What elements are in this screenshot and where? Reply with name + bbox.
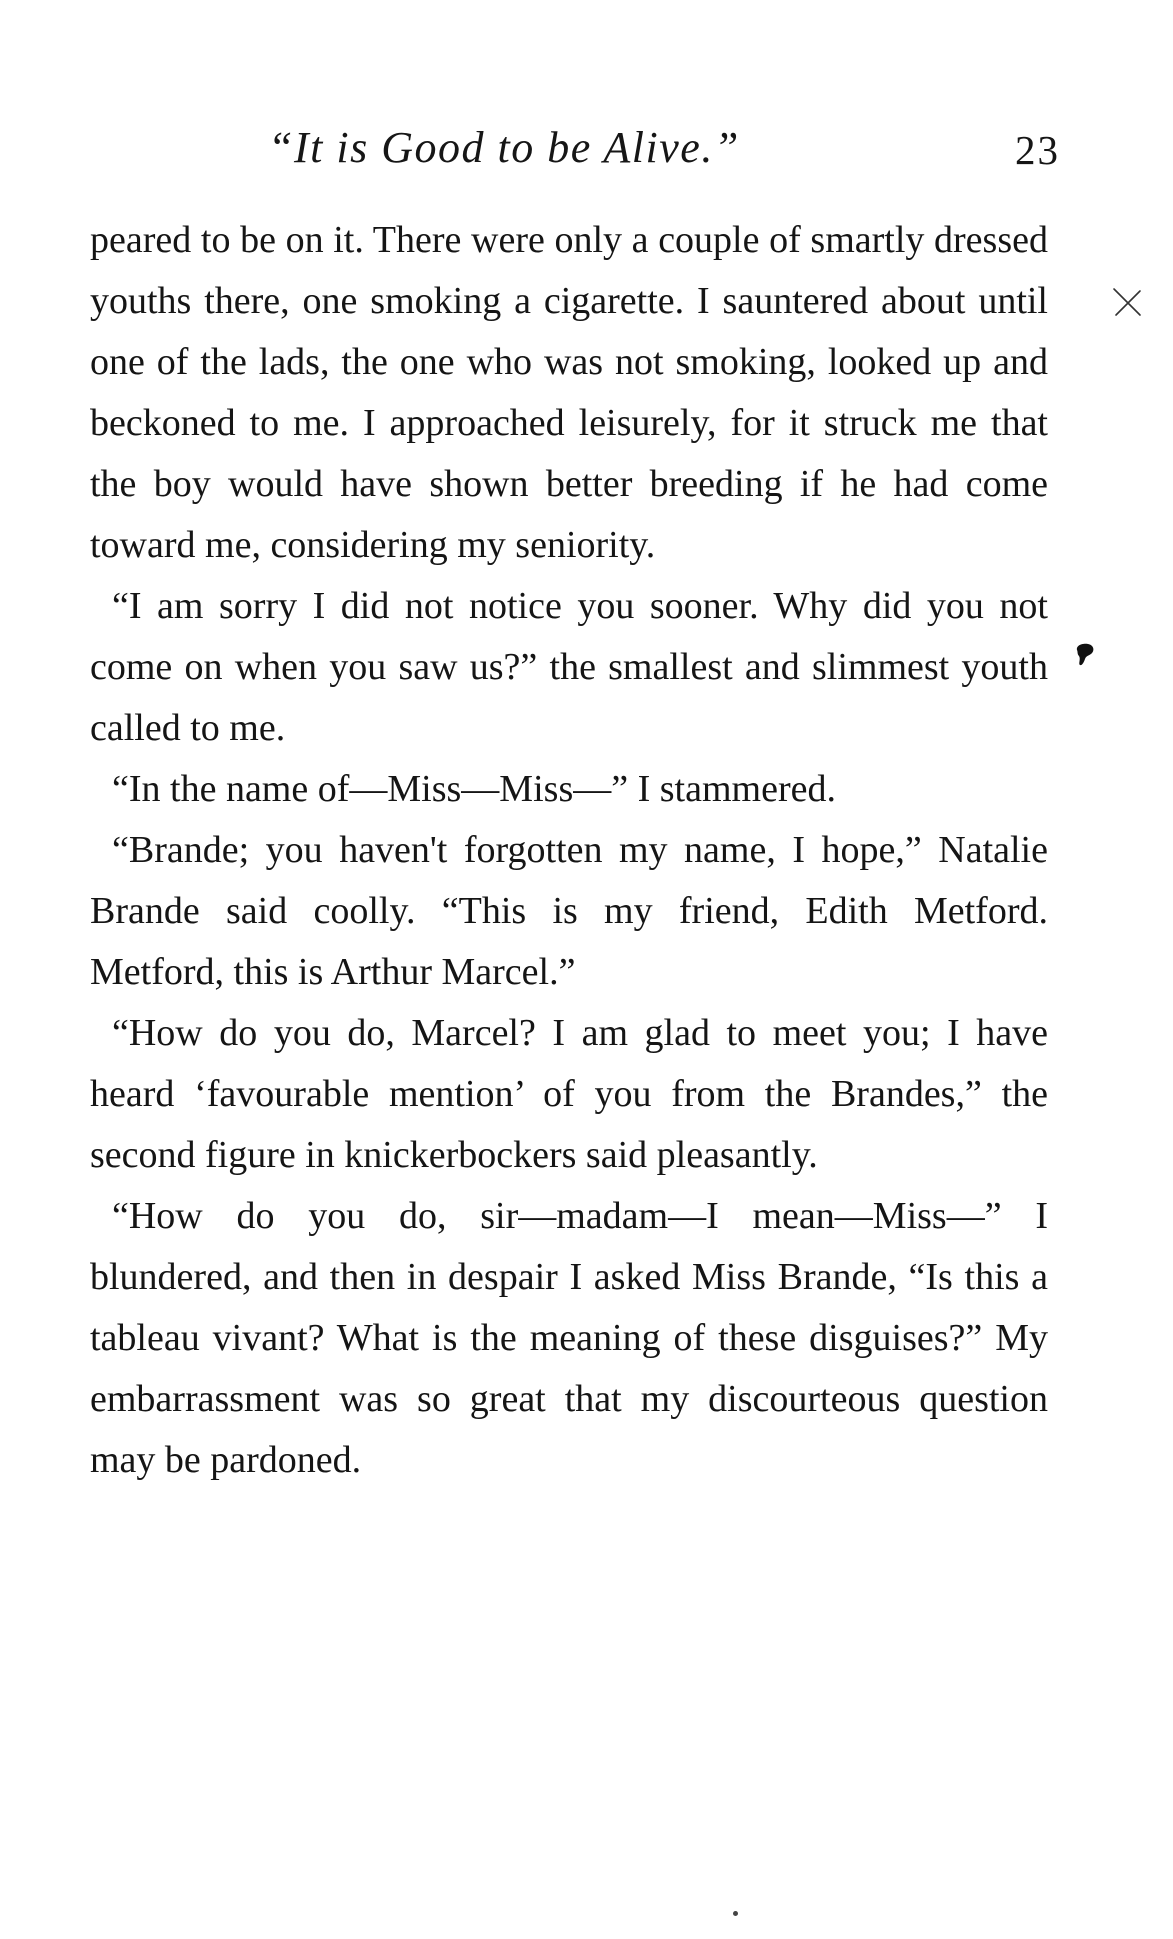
paragraph-4: “Brande; you haven't forgotten my name, I hope,” Natalie Brande said coolly. “This is my friend, Edith Metford. Metford, this is Arthur Marcel.”	[90, 829, 1048, 993]
page-number: 23	[1015, 127, 1060, 173]
pencil-x-icon	[1110, 285, 1144, 319]
page-header	[90, 122, 1060, 182]
ink-blot-icon	[1074, 642, 1096, 668]
paragraph-3: “In the name of—Miss—Miss—” I stammered.	[112, 768, 836, 810]
paragraph-5: “How do you do, Marcel? I am glad to meet you; I have heard ‘favourable mention’ of you from the Brandes,” the second figure in knickerbockers said pleasantly.	[90, 1012, 1048, 1176]
stray-dot	[733, 1911, 738, 1916]
running-title: “It is Good to be Alive.”	[268, 123, 740, 172]
body-text	[90, 210, 1048, 1491]
paragraph-2: “I am sorry I did not notice you sooner. Why did you not come on when you saw us?” the smallest and slimmest youth called to me.	[90, 585, 1048, 749]
paragraph-6: “How do you do, sir—madam—I mean—Miss—” I blundered, and then in despair I asked Miss Brande, “Is this a tableau vivant? What is the meaning of these disguises?” My embarrassment was so great that my discourteous question may be pardoned.	[90, 1195, 1048, 1481]
paragraph-1: peared to be on it. There were only a couple of smartly dressed youths there, one smoking a cigarette. I sauntered about until one of the lads, the one who was not smoking, looked up and beckoned to me. I approached leisurely, for it struck me that the boy would have shown better breeding if he had come toward me, considering my seniority.	[90, 219, 1048, 566]
